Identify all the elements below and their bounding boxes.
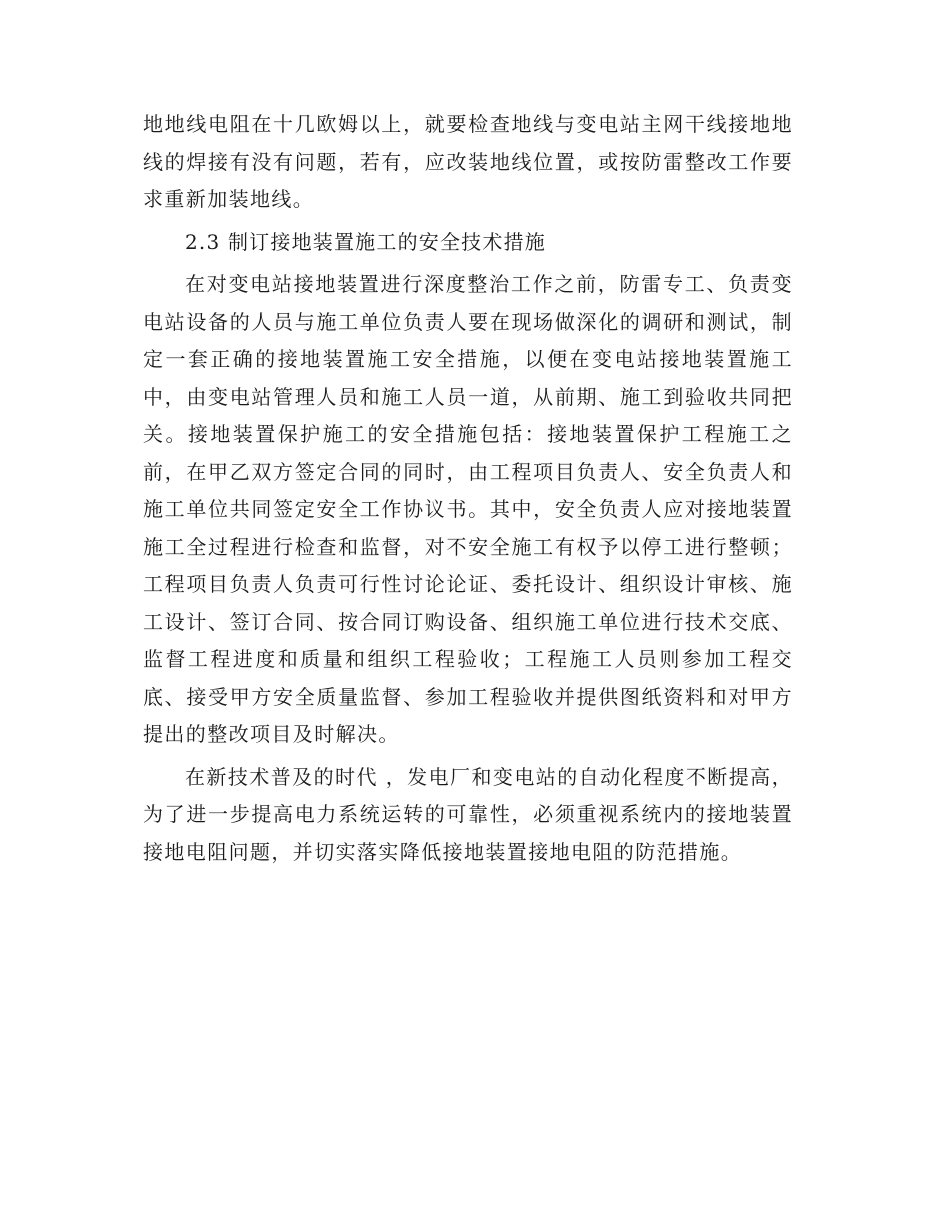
paragraph-safety-measures: 在对变电站接地装置进行深度整治工作之前，防雷专工、负责变电站设备的人员与施工单位负责人要在现场做深化的调研和测试，制定一套正确的接地装置施工安全措施，以便在变电站接地装置施工中，由变电站管理人员和施工人员一道，从前期、施工到验收共同把关。接地装置保护施工的安全措施包括：接地装置保护工程施工之前，在甲乙双方签定合同的同时，由工程项目负责人、安全负责人和施工单位共同签定安全工作协议书。其中，安全负责人应对接地装置施工全过程进行检查和监督，对不安全施工有权予以停工进行整顿；工程项目负责人负责可行性讨论论证、委托设计、组织设计审核、施工设计、签订合同、按合同订购设备、组织施工单位进行技术交底、监督工程进度和质量和组织工程验收；工程施工人员则参加工程交底、接受甲方安全质量监督、参加工程验收并提供图纸资料和对甲方提出的整改项目及时解决。 [143, 272, 793, 746]
paragraph-continued-grounding-resistance: 地地线电阻在十几欧姆以上，就要检查地线与变电站主网干线接地地线的焊接有没有问题，若有，应改装地线位置，或按防雷整改工作要求重新加装地线。 [143, 112, 793, 211]
section-heading-2-3: 2.3 制订接地装置施工的安全技术措施 [185, 229, 546, 254]
document-body [143, 106, 793, 871]
paragraph-conclusion: 在新技术普及的时代 ，发电厂和变电站的自动化程度不断提高，为了进一步提高电力系统运转的可靠性，必须重视系统内的接地装置接地电阻问题，并切实落实降低接地装置接地电阻的防范措施。 [143, 764, 793, 864]
